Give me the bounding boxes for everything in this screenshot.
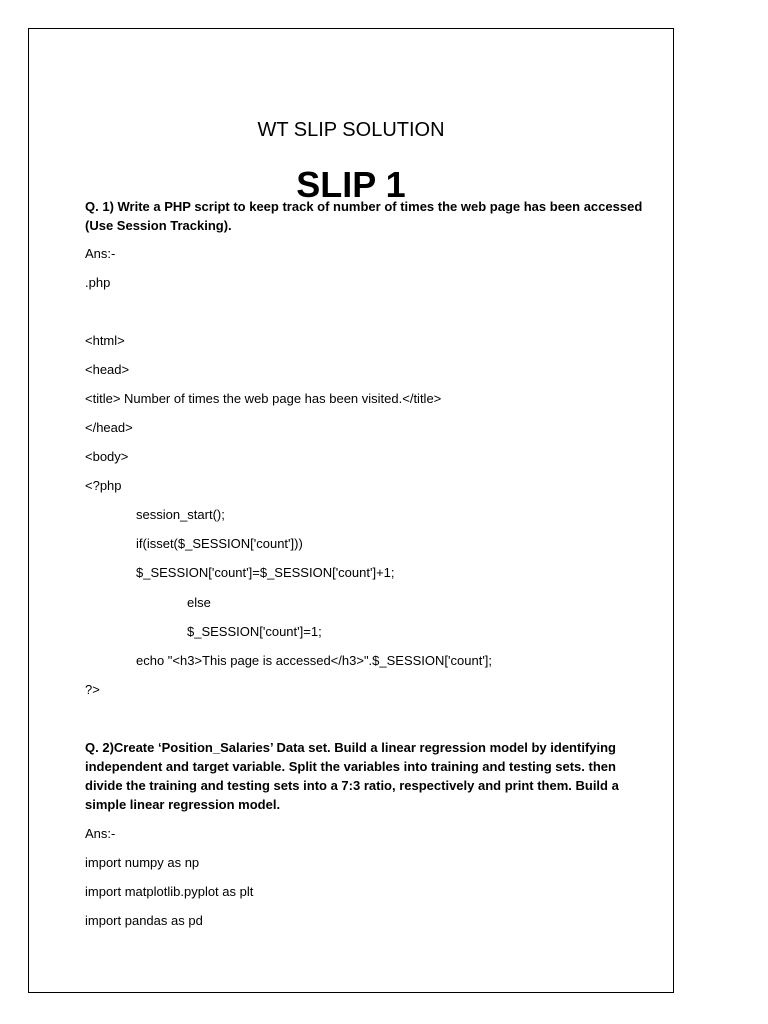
q1-code-line: <html> bbox=[85, 333, 125, 348]
q2-line-1: Q. 2)Create ‘Position_Salaries’ Data set. Build a linear regression model by identifying bbox=[85, 740, 616, 755]
q1-code-line: ?> bbox=[85, 682, 100, 697]
slip-title: SLIP 1 bbox=[296, 164, 406, 205]
q1-code-line: <body> bbox=[85, 449, 129, 464]
q2-code-line: import numpy as np bbox=[85, 855, 200, 870]
q1-code-line: <title> Number of times the web page has been visited.</title> bbox=[85, 391, 442, 406]
q1-code-line: <head> bbox=[85, 362, 130, 377]
q1-code-line: </head> bbox=[85, 420, 133, 435]
document-title: WT SLIP SOLUTION bbox=[257, 119, 445, 141]
q2-line-4: simple linear regression model. bbox=[85, 797, 281, 812]
q2-ans-label: Ans:- bbox=[85, 826, 116, 841]
q2-code-line: import matplotlib.pyplot as plt bbox=[85, 884, 254, 899]
q1-ans-label: Ans:- bbox=[85, 246, 116, 261]
q1-code-line: $_SESSION['count']=$_SESSION['count']+1; bbox=[136, 565, 395, 580]
q2-line-3: divide the training and testing sets into a 7:3 ratio, respectively and print them. Build a bbox=[85, 778, 619, 793]
q1-code-line: .php bbox=[85, 275, 111, 290]
document-page bbox=[28, 28, 674, 993]
q2-line-2: independent and target variable. Split the variables into training and testing sets. then bbox=[85, 759, 616, 774]
q1-line-2: (Use Session Tracking). bbox=[85, 218, 232, 233]
q1-code-line: session_start(); bbox=[136, 507, 225, 522]
q1-code-line: $_SESSION['count']=1; bbox=[187, 624, 322, 639]
q1-line-1: Q. 1) Write a PHP script to keep track of number of times the web page has been accessed bbox=[85, 199, 643, 214]
q2-code-line: import pandas as pd bbox=[85, 913, 203, 928]
q1-code-line: <?php bbox=[85, 478, 122, 493]
q1-code-line: echo "<h3>This page is accessed</h3>".$_SESSION['count']; bbox=[136, 653, 493, 668]
q1-code-line: if(isset($_SESSION['count'])) bbox=[136, 536, 303, 551]
q1-code-line: else bbox=[187, 595, 211, 610]
